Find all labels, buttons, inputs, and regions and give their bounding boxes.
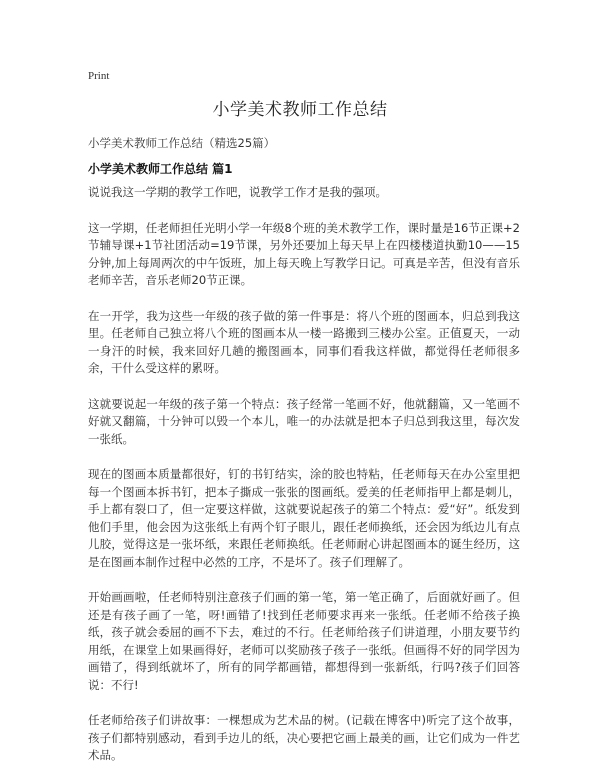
paragraph: 现在的图画本质量都很好，钉的书钉结实，涂的胶也特粘，任老师每天在办公室里把每一个图画本拆书钉，把本子撕成一张张的图画纸。爱美的任老师指甲上都是刺儿，手上都有裂口了，但一定要这样做，这就要说起孩子的第二个特点：爱“好”。纸发到他们手里，他会因为这张纸上有两个钉子眼儿，跟任老师换纸，还会因为纸边儿有点儿胶，觉得这是一张坏纸，来跟任老师换纸。任老师耐心讲起图画本的诞生经历，这是在图画本制作过程中必然的工序，不是坏了。孩子们理解了。 xyxy=(88,467,520,569)
section-heading: 小学美术教师工作总结 篇1 xyxy=(88,162,233,176)
paragraph: 在一开学，我为这些一年级的孩子做的第一件事是：将八个班的图画本，归总到我这里。任老师自己独立将八个班的图画本从一楼一路搬到三楼办公室。正值夏天，一动一身汗的时候，我来回好几趟的搬图画本，同事们看我这样做，都觉得任老师很多余，干什么受这样的累呀。 xyxy=(88,308,520,375)
paragraph: 这一学期，任老师担任光明小学一年级8个班的美术教学工作，课时量是16节正课+2节辅导课+1节社团活动=19节课，另外还要加上每天早上在四楼楼道执勤10——15分钟,加上每周两次的中午饭班，加上每天晚上写教学日记。可真是辛苦，但没有音乐老师辛苦，音乐老师20节正课。 xyxy=(88,220,520,287)
paragraph: 这就要说起一年级的孩子第一个特点：孩子经常一笔画不好，他就翻篇，又一笔画不好就又翻篇，十分钟可以毁一个本儿，唯一的办法就是把本子归总到我这里，每次发一张纸。 xyxy=(88,396,520,446)
print-label: Print xyxy=(88,70,110,82)
document-subtitle: 小学美术教师工作总结（精选25篇） xyxy=(88,136,276,150)
document-title: 小学美术教师工作总结 xyxy=(212,100,388,120)
paragraph: 说说我这一学期的教学工作吧，说教学工作才是我的强项。 xyxy=(88,185,387,199)
body-text xyxy=(88,184,520,783)
paragraph: 开始画画啦，任老师特别注意孩子们画的第一笔，第一笔正确了，后面就好画了。但还是有孩子画了一笔，呀!画错了!找到任老师要求再来一张纸。任老师不给孩子换纸，孩子就会委屈的画不下去，难过的不行。任老师给孩子们讲道理，小朋友要节约用纸，在课堂上如果画得好，老师可以奖励孩子孩子一张纸。但画得不好的同学因为画错了，得到纸就坏了，所有的同学都画错，都想得到一张新纸，行吗?孩子们回答说：不行! xyxy=(88,590,520,692)
paragraph: 任老师给孩子们讲故事：一棵想成为艺术品的树。(记载在博客中)听完了这个故事，孩子们都特别感动，看到手边儿的纸，决心要把它画上最美的画，让它们成为一件艺术品。 xyxy=(88,713,520,762)
